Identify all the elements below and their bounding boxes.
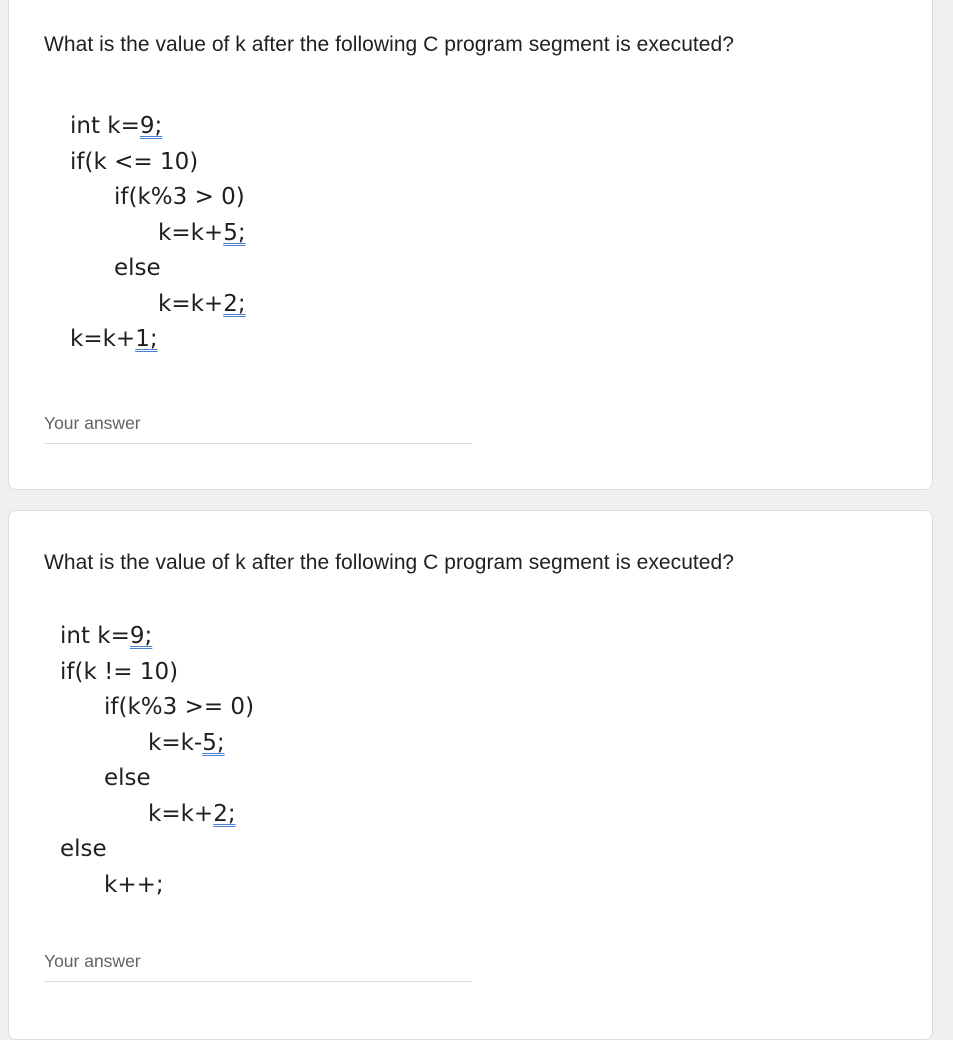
answer-placeholder: Your answer xyxy=(44,951,141,971)
code-line xyxy=(60,832,254,868)
code-text: k=k+ xyxy=(158,219,224,246)
question-title: What is the value of k after the following C program segment is executed? xyxy=(44,33,734,56)
spellcheck-underline: 2; xyxy=(223,290,246,317)
code-line xyxy=(70,322,246,358)
code-line xyxy=(60,690,254,726)
spellcheck-underline: 5; xyxy=(223,219,246,246)
code-text: int k= xyxy=(60,623,130,649)
code-text: int k= xyxy=(70,113,140,139)
answer-placeholder: Your answer xyxy=(44,413,141,433)
spellcheck-underline: 9; xyxy=(139,113,163,139)
code-text: k=k+ xyxy=(158,290,224,317)
code-line xyxy=(60,726,254,762)
code-line xyxy=(60,868,254,904)
code-line xyxy=(70,251,246,287)
answer-input[interactable] xyxy=(44,949,472,977)
answer-input[interactable] xyxy=(44,411,472,439)
code-text: k=k- xyxy=(148,729,203,756)
code-line xyxy=(70,180,246,216)
question-card-2 xyxy=(8,510,933,1040)
answer-underline xyxy=(44,981,472,982)
code-line xyxy=(70,216,246,252)
code-text: else xyxy=(60,836,107,862)
code-snippet xyxy=(60,619,254,903)
code-line xyxy=(60,619,254,655)
code-text: if(k <= 10) xyxy=(70,148,199,175)
question-title: What is the value of k after the following C program segment is executed? xyxy=(44,551,734,574)
code-text: if(k != 10) xyxy=(60,658,179,685)
code-line xyxy=(70,287,246,323)
spellcheck-underline: 9; xyxy=(129,623,153,649)
answer-underline xyxy=(44,443,472,444)
code-line xyxy=(60,797,254,833)
code-line xyxy=(70,109,246,145)
code-line xyxy=(70,145,246,181)
code-text: if(k%3 > 0) xyxy=(114,184,245,210)
code-text: k=k+ xyxy=(148,800,214,827)
code-text: k=k+ xyxy=(70,326,136,352)
code-line xyxy=(60,761,254,797)
question-card-1 xyxy=(8,0,933,490)
code-text: else xyxy=(114,255,161,281)
code-line xyxy=(60,655,254,691)
spellcheck-underline: 5; xyxy=(202,729,225,756)
code-text: else xyxy=(104,765,151,791)
code-text: k++; xyxy=(104,871,164,898)
code-snippet xyxy=(70,109,246,358)
spellcheck-underline: 1; xyxy=(135,326,158,352)
code-text: if(k%3 >= 0) xyxy=(104,694,255,720)
spellcheck-underline: 2; xyxy=(213,800,236,827)
